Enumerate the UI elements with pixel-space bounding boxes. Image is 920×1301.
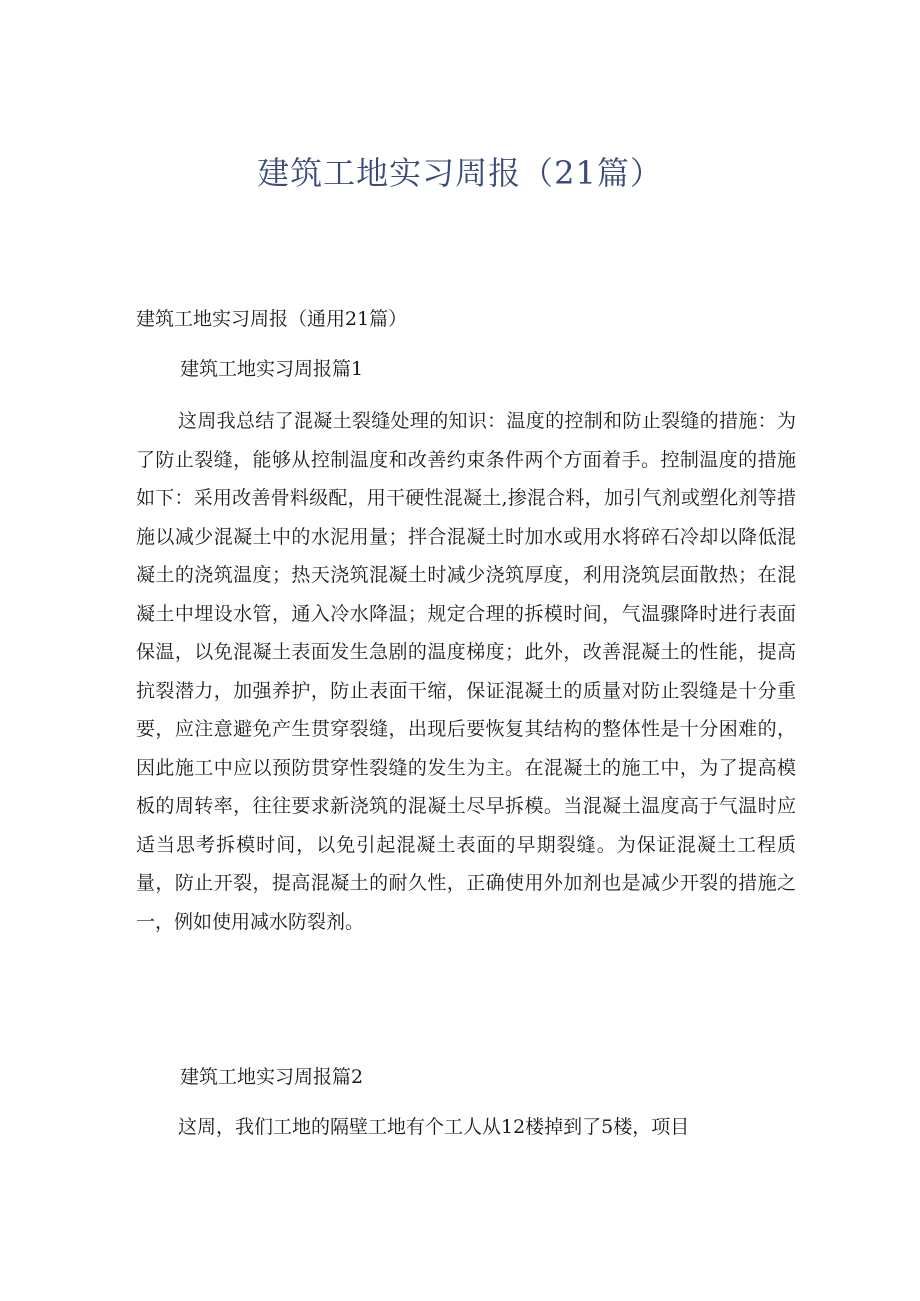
- section-body-1: 这周我总结了混凝土裂缝处理的知识：温度的控制和防止裂缝的措施：为了防止裂缝，能够从控制温度和改善约束条件两个方面着手。控制温度的措施如下：采用改善骨料级配，用干硬性混凝土,掺混合料，加引气剂或塑化剂等措施以减少混凝土中的水泥用量；拌合混凝土时加水或用水将碎石冷却以降低混凝土的浇筑温度；热天浇筑混凝土时减少浇筑厚度，利用浇筑层面散热；在混凝土中埋设水管，通入冷水降温；规定合理的拆模时间，气温骤降时进行表面保温，以免混凝土表面发生急剧的温度梯度；此外，改善混凝土的性能，提高抗裂潜力，加强养护，防止表面干缩，保证混凝土的质量对防止裂缝是十分重要，应注意避免产生贯穿裂缝，出现后要恢复其结构的整体性是十分困难的，因此施工中应以预防贯穿性裂缝的发生为主。在混凝土的施工中，为了提高模板的周转率，往往要求新浇筑的混凝土尽早拆模。当混凝土温度高于气温时应适当思考拆模时间，以免引起混凝土表面的早期裂缝。为保证混凝土工程质量，防止开裂，提高混凝土的耐久性，正确使用外加剂也是减少开裂的措施之一，例如使用减水防裂剂。: [136, 410, 796, 933]
- section-heading-2: 建筑工地实习周报篇2: [180, 1066, 364, 1088]
- section-body-2: 这周，我们工地的隔壁工地有个工人从12楼掉到了5楼，项目: [178, 1116, 690, 1138]
- document-subtitle: 建筑工地实习周报（通用21篇）: [136, 308, 408, 330]
- section-heading-1: 建筑工地实习周报篇1: [180, 358, 364, 380]
- document-title: 建筑工地实习周报（21篇）: [257, 154, 663, 192]
